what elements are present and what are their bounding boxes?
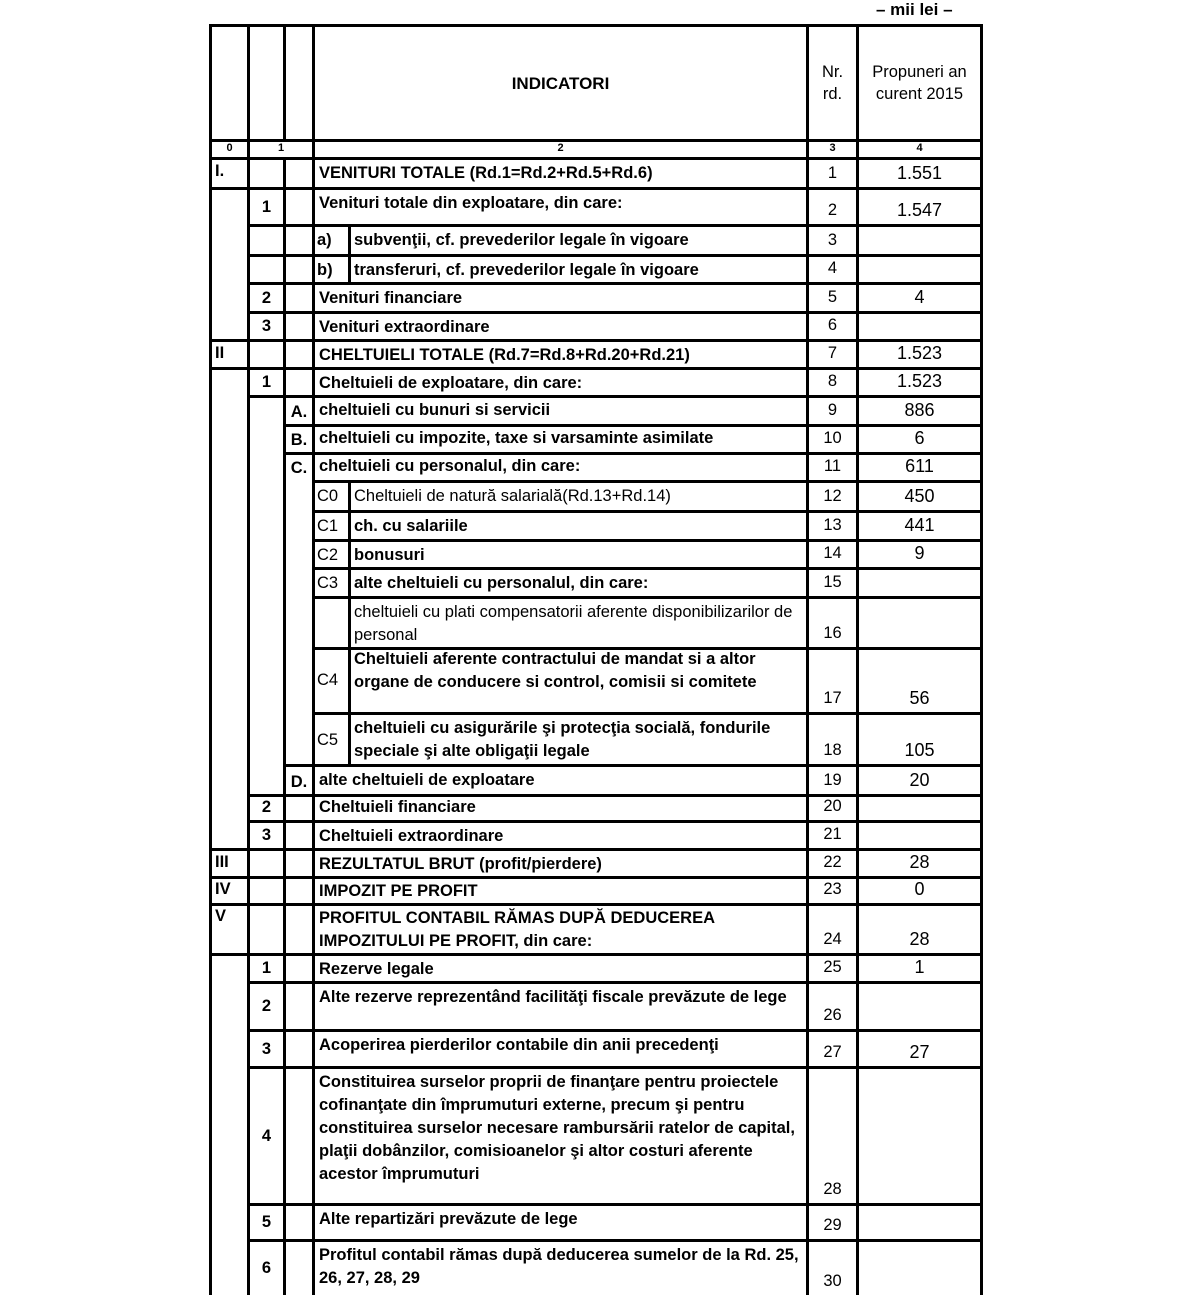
- row-indicator-text: transferuri, cf. prevederilor legale în vigoare: [354, 261, 699, 279]
- row-value: 6: [856, 425, 983, 455]
- header-cell-0: [209, 27, 247, 142]
- row-indicator-text: Acoperirea pierderilor contabile din anii precedenţi: [312, 1032, 806, 1069]
- row-roman: [209, 570, 247, 599]
- row-indicator-text: Alte repartizări prevăzute de lege: [312, 1206, 806, 1242]
- column-index: 3: [806, 142, 856, 160]
- row-value: 105: [856, 715, 983, 767]
- row-letter: [283, 956, 312, 984]
- row-indicator-text: Cheltuieli aferente contractului de mandat si a altor organe de conducere si control, comisii si comitete: [354, 650, 757, 691]
- row-indicator-text: Profitul contabil rămas după deducerea sumelor de la Rd. 25, 26, 27, 28, 29: [312, 1242, 806, 1295]
- row-letter: [283, 1069, 312, 1206]
- table-row: [209, 227, 983, 257]
- row-nr-rd: 24: [806, 905, 856, 956]
- row-number: [247, 878, 283, 906]
- row-indicator: [312, 257, 806, 285]
- table-row: [209, 794, 983, 823]
- header-nr: Nr.: [821, 63, 844, 81]
- header-cell-1: [247, 27, 283, 142]
- row-letter: [283, 285, 312, 314]
- column-index: 1: [247, 142, 312, 160]
- row-roman: [209, 956, 247, 984]
- row-letter: [283, 542, 312, 570]
- row-roman: II: [209, 342, 247, 370]
- row-indicator-text: IMPOZIT PE PROFIT: [312, 878, 806, 906]
- row-sub-code: a): [315, 227, 351, 254]
- row-letter: [283, 715, 312, 767]
- row-sub-code: b): [315, 257, 351, 282]
- row-number: 5: [247, 1206, 283, 1242]
- table-row: [209, 823, 983, 851]
- row-indicator-text: subvenţii, cf. prevederilor legale în vigoare: [354, 231, 689, 249]
- table-row: [209, 513, 983, 542]
- row-sub-code: C5: [315, 715, 351, 764]
- row-nr-rd: 21: [806, 823, 856, 851]
- table-row: [209, 370, 983, 397]
- row-letter: [283, 513, 312, 542]
- row-letter: [283, 878, 312, 906]
- header-propuneri: Propuneri an curent 2015: [856, 27, 983, 142]
- row-number: [247, 257, 283, 285]
- table-row: [209, 342, 983, 370]
- row-indicator-text: alte cheltuieli de exploatare: [312, 767, 806, 797]
- row-roman: [209, 1032, 247, 1069]
- header-indicatori: INDICATORI: [312, 27, 806, 142]
- row-indicator-text: VENITURI TOTALE (Rd.1=Rd.2+Rd.5+Rd.6): [312, 160, 806, 190]
- row-nr-rd: 4: [806, 257, 856, 285]
- row-nr-rd: 7: [806, 342, 856, 370]
- row-value: 0: [856, 878, 983, 906]
- row-indicator-text: Cheltuieli extraordinare: [312, 823, 806, 851]
- row-nr-rd: 23: [806, 878, 856, 906]
- table-header: [209, 24, 983, 142]
- header-rd: rd.: [822, 85, 843, 103]
- column-index: 0: [209, 142, 247, 160]
- row-number: 2: [247, 285, 283, 314]
- row-roman: [209, 599, 247, 650]
- row-letter: [283, 1242, 312, 1295]
- table-row: [209, 984, 983, 1032]
- row-number: 1: [247, 956, 283, 984]
- row-roman: [209, 823, 247, 851]
- header-cell-2: [283, 27, 312, 142]
- row-letter: [283, 483, 312, 513]
- row-roman: IV: [209, 878, 247, 906]
- row-roman: [209, 453, 247, 483]
- row-value: [856, 1069, 983, 1206]
- row-letter: D.: [283, 767, 312, 797]
- column-index: 4: [856, 142, 983, 160]
- row-value: 1: [856, 956, 983, 984]
- row-letter: [283, 599, 312, 650]
- row-indicator-text: PROFITUL CONTABIL RĂMAS DUPĂ DEDUCEREA IMPOZITULUI PE PROFIT, din care:: [312, 905, 806, 956]
- row-nr-rd: 13: [806, 513, 856, 542]
- row-roman: V: [209, 905, 247, 956]
- row-value: [856, 1206, 983, 1242]
- row-indicator-text: CHELTUIELI TOTALE (Rd.7=Rd.8+Rd.20+Rd.21): [312, 342, 806, 370]
- table-row: [209, 646, 983, 715]
- row-indicator-text: Venituri extraordinare: [312, 314, 806, 342]
- row-value: 4: [856, 285, 983, 314]
- row-nr-rd: 18: [806, 715, 856, 767]
- row-value: 1.523: [856, 342, 983, 370]
- row-value: 611: [856, 453, 983, 483]
- row-value: 28: [856, 905, 983, 956]
- row-letter: [283, 905, 312, 956]
- row-letter: [283, 823, 312, 851]
- row-number: [247, 905, 283, 956]
- row-number: [247, 767, 283, 797]
- row-nr-rd: 28: [806, 1069, 856, 1206]
- row-nr-rd: 14: [806, 542, 856, 570]
- row-nr-rd: 6: [806, 314, 856, 342]
- row-number: 4: [247, 1069, 283, 1206]
- row-roman: [209, 1206, 247, 1242]
- row-letter: B.: [283, 425, 312, 455]
- row-value: 886: [856, 397, 983, 427]
- row-number: [247, 599, 283, 650]
- row-letter: [283, 794, 312, 823]
- row-indicator: [312, 513, 806, 542]
- row-roman: [209, 715, 247, 767]
- row-sub-code: C3: [315, 570, 351, 596]
- table-row: [209, 956, 983, 984]
- row-nr-rd: 9: [806, 397, 856, 427]
- row-sub-code: C4: [315, 646, 351, 712]
- table-row: [209, 285, 983, 314]
- row-indicator-text: alte cheltuieli cu personalul, din care:: [354, 574, 649, 592]
- table-row: [209, 1069, 983, 1206]
- row-nr-rd: 3: [806, 227, 856, 257]
- row-number: [247, 160, 283, 190]
- row-nr-rd: 20: [806, 794, 856, 823]
- table-row: [209, 190, 983, 227]
- row-indicator-text: ch. cu salariile: [354, 517, 468, 535]
- row-letter: A.: [283, 397, 312, 427]
- table-row: [209, 767, 983, 794]
- row-indicator: [312, 715, 806, 767]
- row-value: 441: [856, 513, 983, 542]
- row-nr-rd: 16: [806, 599, 856, 650]
- row-roman: III: [209, 851, 247, 879]
- table-row: [209, 851, 983, 878]
- row-indicator-text: Cheltuieli de exploatare, din care:: [312, 370, 806, 398]
- row-roman: [209, 397, 247, 427]
- table-row: [209, 905, 983, 956]
- row-nr-rd: 22: [806, 851, 856, 879]
- row-number: [247, 397, 283, 427]
- row-indicator: [312, 483, 806, 513]
- row-roman: [209, 646, 247, 715]
- row-nr-rd: 25: [806, 956, 856, 984]
- row-nr-rd: 26: [806, 984, 856, 1032]
- row-number: [247, 570, 283, 599]
- row-indicator-text: Cheltuieli financiare: [312, 794, 806, 823]
- row-roman: [209, 513, 247, 542]
- row-letter: [283, 1206, 312, 1242]
- row-indicator-text: REZULTATUL BRUT (profit/pierdere): [312, 851, 806, 879]
- row-nr-rd: 15: [806, 570, 856, 599]
- row-indicator-text: cheltuieli cu asigurările şi protecţia socială, fondurile speciale şi alte obligaţii legale: [354, 719, 771, 760]
- row-roman: I.: [209, 160, 247, 190]
- column-index: 2: [312, 142, 806, 160]
- row-letter: [283, 570, 312, 599]
- row-nr-rd: 1: [806, 160, 856, 190]
- row-indicator-text: Rezerve legale: [312, 956, 806, 984]
- table-row: [209, 397, 983, 425]
- row-number: 2: [247, 794, 283, 823]
- row-letter: C.: [283, 453, 312, 483]
- row-indicator-text: cheltuieli cu personalul, din care:: [312, 453, 806, 483]
- table-row: [209, 314, 983, 342]
- column-index-row: [209, 142, 983, 160]
- row-letter: [283, 227, 312, 257]
- row-value: [856, 314, 983, 342]
- table-row: [209, 483, 983, 513]
- row-sub-code: [315, 599, 351, 647]
- row-number: 3: [247, 314, 283, 342]
- row-number: [247, 342, 283, 370]
- row-roman: [209, 767, 247, 797]
- row-value: [856, 570, 983, 599]
- row-number: 1: [247, 190, 283, 227]
- row-value: [856, 823, 983, 851]
- row-indicator: [312, 646, 806, 715]
- table-row: [209, 257, 983, 285]
- row-indicator-text: Venituri totale din exploatare, din care:: [312, 190, 806, 227]
- table-row: [209, 1206, 983, 1242]
- row-nr-rd: 5: [806, 285, 856, 314]
- table-row: [209, 878, 983, 905]
- row-roman: [209, 794, 247, 823]
- row-letter: [283, 160, 312, 190]
- row-number: [247, 227, 283, 257]
- row-roman: [209, 542, 247, 570]
- row-value: 27: [856, 1032, 983, 1069]
- row-roman: [209, 257, 247, 285]
- table-row: [209, 453, 983, 483]
- row-number: [247, 851, 283, 879]
- row-nr-rd: 2: [806, 190, 856, 227]
- row-indicator-text: Constituirea surselor proprii de finanţare pentru proiectele cofinanţate din împrumuturi externe, precum şi pentru constituirea surselor necesare rambursării ratelor de capital, plaţii dobânzilor, comisioanelor şi altor costuri aferente acestor împrumuturi: [312, 1069, 806, 1206]
- table-row: [209, 599, 983, 646]
- row-value: [856, 984, 983, 1032]
- row-letter: [283, 1032, 312, 1069]
- table-row: [209, 160, 983, 190]
- row-nr-rd: 19: [806, 767, 856, 797]
- row-value: [856, 1242, 983, 1295]
- row-sub-code: C1: [315, 513, 351, 539]
- row-roman: [209, 1242, 247, 1295]
- row-roman: [209, 370, 247, 398]
- row-roman: [209, 314, 247, 342]
- row-value: [856, 257, 983, 285]
- row-number: [247, 542, 283, 570]
- row-indicator: [312, 227, 806, 257]
- row-roman: [209, 984, 247, 1032]
- row-nr-rd: 29: [806, 1206, 856, 1242]
- table-row: [209, 715, 983, 767]
- row-number: [247, 483, 283, 513]
- row-number: [247, 453, 283, 483]
- row-indicator-text: cheltuieli cu bunuri si servicii: [312, 397, 806, 427]
- table-row: [209, 1242, 983, 1295]
- row-letter: [283, 190, 312, 227]
- row-roman: [209, 285, 247, 314]
- row-nr-rd: 10: [806, 425, 856, 455]
- row-letter: [283, 342, 312, 370]
- row-nr-rd: 27: [806, 1032, 856, 1069]
- header-nr-rd: [806, 27, 856, 142]
- row-number: [247, 715, 283, 767]
- row-value: [856, 599, 983, 650]
- row-number: [247, 646, 283, 715]
- row-value: 28: [856, 851, 983, 879]
- row-number: [247, 513, 283, 542]
- table-body: [209, 160, 983, 1295]
- row-value: [856, 794, 983, 823]
- table-row: [209, 542, 983, 570]
- row-letter: [283, 984, 312, 1032]
- row-value: 9: [856, 542, 983, 570]
- unit-label: – mii lei –: [876, 0, 953, 19]
- row-indicator: [312, 542, 806, 570]
- row-roman: [209, 425, 247, 455]
- row-letter: [283, 646, 312, 715]
- row-indicator: [312, 599, 806, 650]
- row-letter: [283, 257, 312, 285]
- row-indicator-text: Alte rezerve reprezentând facilităţi fiscale prevăzute de lege: [312, 984, 806, 1032]
- row-value: 20: [856, 767, 983, 797]
- row-roman: [209, 1069, 247, 1206]
- row-number: [247, 425, 283, 455]
- row-value: 1.551: [856, 160, 983, 190]
- row-roman: [209, 190, 247, 227]
- row-indicator-text: Venituri financiare: [312, 285, 806, 314]
- row-indicator-text: cheltuieli cu plati compensatorii aferente disponibilizarilor de personal: [354, 603, 793, 644]
- row-number: 2: [247, 984, 283, 1032]
- row-letter: [283, 314, 312, 342]
- row-indicator: [312, 570, 806, 599]
- row-letter: [283, 370, 312, 398]
- row-roman: [209, 483, 247, 513]
- row-roman: [209, 227, 247, 257]
- row-value: 56: [856, 646, 983, 715]
- row-nr-rd: 12: [806, 483, 856, 513]
- row-number: 6: [247, 1242, 283, 1295]
- row-value: 450: [856, 483, 983, 513]
- row-value: 1.523: [856, 370, 983, 398]
- row-indicator-text: bonusuri: [354, 546, 425, 564]
- table-row: [209, 425, 983, 453]
- row-indicator-text: cheltuieli cu impozite, taxe si varsaminte asimilate: [312, 425, 806, 455]
- row-nr-rd: 11: [806, 453, 856, 483]
- row-nr-rd: 30: [806, 1242, 856, 1295]
- row-nr-rd: 8: [806, 370, 856, 398]
- row-number: 1: [247, 370, 283, 398]
- row-number: 3: [247, 1032, 283, 1069]
- row-letter: [283, 851, 312, 879]
- row-sub-code: C2: [315, 542, 351, 567]
- table-row: [209, 1032, 983, 1069]
- row-number: 3: [247, 823, 283, 851]
- indicator-table: [209, 24, 983, 1295]
- table-row: [209, 570, 983, 599]
- row-indicator-text: Cheltuieli de natură salarială(Rd.13+Rd.14): [354, 487, 671, 505]
- row-value: 1.547: [856, 190, 983, 227]
- row-sub-code: C0: [315, 483, 351, 510]
- row-nr-rd: 17: [806, 646, 856, 715]
- row-value: [856, 227, 983, 257]
